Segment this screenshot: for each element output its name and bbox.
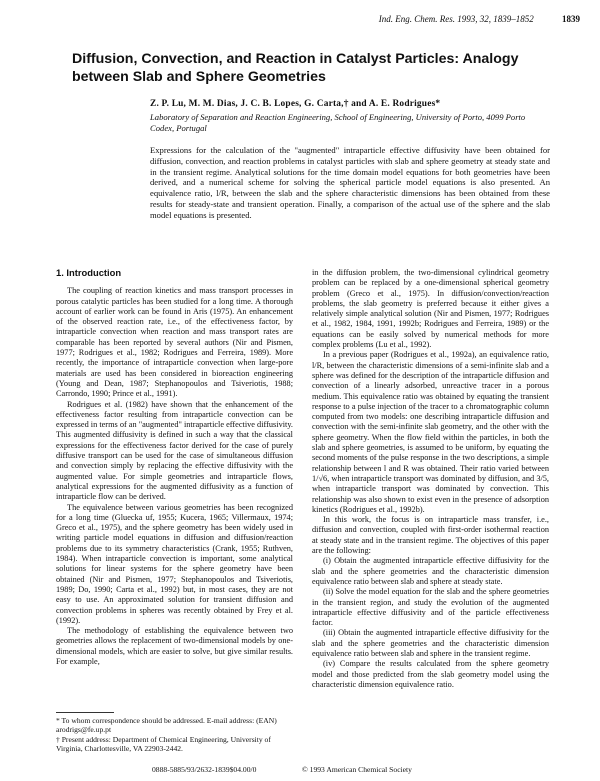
footnote-present-address: † Present address: Department of Chemical Engineering, University of Virginia, Charlottesville, VA 22903-2442. [56,734,271,753]
objective-item: (iv) Compare the results calculated from the sphere geometry model and those predicted from the slab geometry model using the characteristic dimension equivalence ratio. [312,659,549,689]
journal-citation: Ind. Eng. Chem. Res. 1993, 32, 1839–1852 [378,14,534,24]
left-column [56,268,293,667]
objective-item: (i) Obtain the augmented intraparticle effective diffusivity for the slab and the sphere geometries and the characteristic dimension equivalence ratio between slab and sphere at steady state. [312,556,549,586]
right-column [312,268,549,690]
author-list: Z. P. Lu, M. M. Dias, J. C. B. Lopes, G. Carta,† and A. E. Rodrigues* [150,99,441,109]
paragraph: Rodrigues et al. (1982) have shown that the enhancement of the effectiveness factor resulting from intraparticle convection can be expressed in terms of an "augmented" intraparticle effective diffusivity. This augmented diffusivity is defined in such a way that the classical expressions for the effectiveness factor derived for the case of purely diffusive transport can be used for the case of simultaneous diffusion and convection simply by replacing the effective diffusivity with the augmented value. For simple geometries and intraparticle flows, analytical expressions for the augmented diffusivity as a function of intraparticle flow can be derived. [56,399,294,502]
paragraph: The methodology of establishing the equivalence between two geometries allows the replacement of two-dimensional models by one-dimensional models, which are easier to solve, but give similar results. For example, [56,626,293,666]
paragraph: The equivalence between various geometries has been recognized for a long time (Gluecka uf, 1955; Kucera, 1965; Villermaux, 1974; Greco et al., 1975), and the sphere geometry has been widely used in writing particle model equations in diffusion and diffusion/reaction problems due to its symmetry characteristics (Crank, 1955; Ruthven, 1984). When intraparticle convection is important, some analytical solutions for linear systems for the sphere geometry have been obtained (Nir and Pismen, 1977; Stephanopoulos and Tsiveriotis, 1989; Do, 1990; Carta et al., 1992) but, in most cases, they are not easy to use. An approximated solution for transient diffusion and convection problems in spheres was recently obtained by Frey et al. (1992). [56,502,293,625]
copyright-notice: © 1993 American Chemical Society [302,765,412,774]
article-title: Diffusion, Convection, and Reaction in Catalyst Particles: Analogy between Slab and Sphere Geometries [72,51,519,85]
paragraph: in the diffusion problem, the two-dimensional cylindrical geometry problem can be replaced by a one-dimensional spherical geometry problem (Greco et al., 1975). In diffusion/convection/reaction problems, the slab geometry is preferred because it either gives a relatively simple analytical solution (Nir and Pismen, 1977; Rodrigues et al., 1982, 1984, 1991, 1992b; Rodrigues and Ferreira, 1989) or the equations can be easily solved by numerical methods for more complex problems (Lu et al., 1992). [312,268,549,350]
page-number: 1839 [562,14,580,24]
copyright-code: 0888-5885/93/2632-1839$04.00/0 [152,765,257,774]
section-heading: 1. Introduction [56,267,122,278]
objective-item: (iii) Obtain the augmented intraparticle effective diffusivity for the slab and the sphere geometries and the characteristic dimension equivalence ratio between slab and sphere in the transient regime. [312,628,549,658]
running-header [379,14,580,24]
author-affiliation: Laboratory of Separation and Reaction Engineering, School of Engineering, University of Porto, 4099 Porto Codex, Portugal [150,112,526,133]
paragraph: The coupling of reaction kinetics and mass transport processes in porous catalytic particles has been studied for a long time. A thorough account of earlier work can be found in Aris (1975). An enhancement of the observed reaction rate, i.e., of the effectiveness factor, by intraparticle convection when reaction and mass transport rates are comparable has been reported by several authors (Nir and Pismen, 1977; Rodrigues et al., 1982; Rodrigues and Ferreira, 1989). More recently, the importance of intraparticle convection when large-pore materials are used has been considered in bioreaction engineering (Young and Dean, 1987; Stephanopoulos and Tsiveriotis, 1988; Carrondo, 1990; Prince et al., 1991). [56,286,293,399]
footnotes [56,716,296,753]
footnote-correspondence: * To whom correspondence should be addressed. E-mail address: (EAN) arodrigs@fe.up.pt [56,716,277,735]
objective-item: (ii) Solve the model equation for the slab and the sphere geometries in the transient region, and study the evolution of the augmented intraparticle effective diffusivity and of the particle effectiveness factor. [312,587,549,628]
paragraph: In this work, the focus is on intraparticle mass transfer, i.e., diffusion and convection, coupled with first-order isothermal reaction at steady state and in the transient regime. The objectives of this paper are the following: [312,515,549,556]
paragraph: In a previous paper (Rodrigues et al., 1992a), an equivalence ratio, l/R, between the characteristic dimensions of a semi-infinite slab and a sphere was defined for the description of the intraparticle diffusion and convection of a linearly adsorbed, unreactive tracer in a porous medium. This equivalence ratio was obtained by equating the transient response to a pulse injection of the tracer to a chromatographic column computed from two models: one describing intraparticle diffusion and convection with the semi-infinite slab geometry, and the other with the sphere geometry. When the flow field within the particles, in both the slab and sphere geometries, is assumed to be uniform, by equating the second moments of the pulse response in the two descriptions, a simple relationship between l and R was obtained. Their ratio varied between 1/√6, when intraparticle transport was dominated by diffusion, and 3/5, when intraparticle transport was dominated by convection. This relationship was also shown to exist even in the presence of adsorption kinetics (Rodrigues et al., 1992b). [312,350,549,514]
footnote-divider [56,712,114,713]
abstract: Expressions for the calculation of the "augmented" intraparticle effective diffusivity have been obtained for diffusion, convection, and reaction problems in catalyst particles with slab and sphere geometry at steady state and in the transient regime. Analytical solutions for the time domain model equations for both geometries have been derived, and a numerical scheme for solving the spherical particle model equations is also presented. An equivalence ratio, l/R, between the slab and the sphere characteristic dimensions has been obtained from these results for steady-state and transient operation. Finally, a comparison of the actual use of the sphere and the slab model equations is presented. [150,145,550,220]
